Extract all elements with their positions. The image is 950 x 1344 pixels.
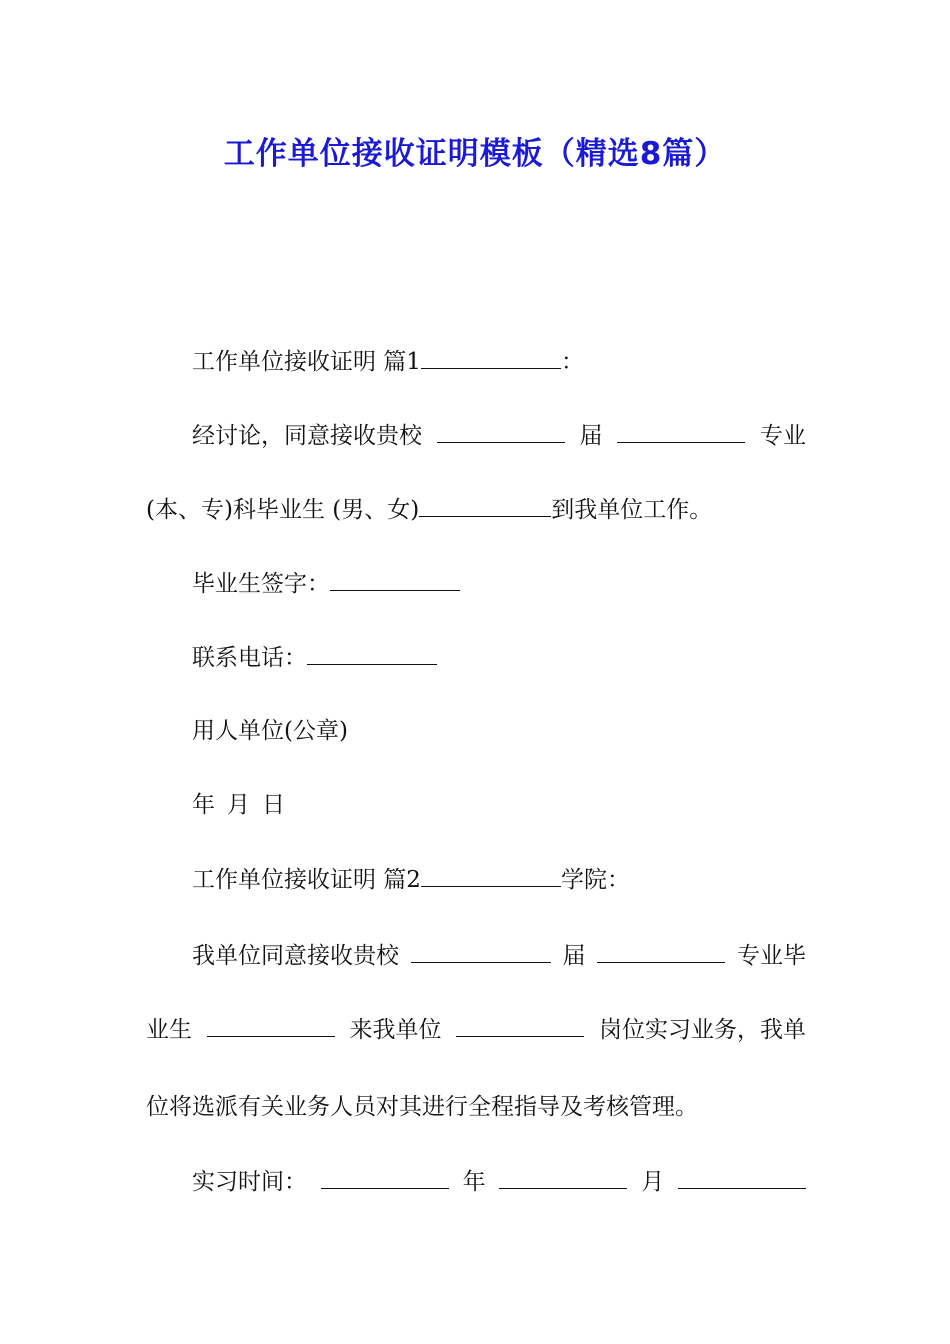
cert1-line1-text-b: 届 bbox=[579, 423, 603, 449]
cert1-heading-suffix: ： bbox=[560, 349, 584, 375]
cert1-phone-line bbox=[192, 642, 437, 673]
document-title: 工作单位接收证明模板（精选8篇） bbox=[223, 136, 727, 172]
cert2-college-blank bbox=[421, 864, 561, 887]
cert1-date-line bbox=[192, 790, 285, 820]
cert1-paragraph-line1 bbox=[192, 420, 806, 451]
cert1-date-day: 日 bbox=[262, 792, 285, 818]
cert2-paragraph-line3 bbox=[146, 1092, 698, 1122]
cert1-signature-line bbox=[192, 568, 460, 599]
cert1-phone-blank bbox=[307, 642, 437, 665]
cert2-paragraph-line1 bbox=[192, 940, 806, 971]
cert2-school-year-blank bbox=[411, 940, 551, 963]
cert1-heading: 工作单位接收证明 篇1 bbox=[192, 349, 421, 375]
cert2-line2-text-c: 岗位实习业务，我单 bbox=[599, 1017, 806, 1043]
cert2-internship-line bbox=[192, 1166, 806, 1197]
cert1-employer-label: 用人单位(公章) bbox=[192, 718, 348, 744]
cert1-paragraph-line2 bbox=[146, 494, 712, 525]
cert1-recipient-blank bbox=[421, 346, 561, 369]
cert1-signature-blank bbox=[330, 568, 460, 591]
cert1-signature-label: 毕业生签字： bbox=[192, 571, 330, 597]
cert2-line1-text-c: 专业毕 bbox=[737, 943, 806, 969]
cert1-graduate-name-blank bbox=[419, 494, 551, 517]
cert2-heading-suffix: 学院： bbox=[560, 867, 630, 893]
cert2-line3-text: 位将选派有关业务人员对其进行全程指导及考核管理。 bbox=[146, 1094, 698, 1120]
cert2-student-blank bbox=[207, 1014, 335, 1037]
cert2-heading-line bbox=[192, 864, 630, 895]
cert1-line2-text-a: (本、专)科毕业生 (男、女) bbox=[146, 497, 420, 523]
cert2-line2-text-b: 来我单位 bbox=[349, 1017, 442, 1043]
cert2-internship-year: 年 bbox=[462, 1169, 486, 1195]
cert1-line1-text-a: 经讨论，同意接收贵校 bbox=[192, 423, 422, 449]
cert2-position-blank bbox=[456, 1014, 584, 1037]
cert2-internship-label: 实习时间： bbox=[192, 1169, 307, 1195]
cert1-date-month: 月 bbox=[227, 792, 250, 818]
cert2-line1-text-a: 我单位同意接收贵校 bbox=[192, 943, 399, 969]
cert1-heading-line bbox=[192, 346, 584, 377]
cert1-line2-text-b: 到我单位工作。 bbox=[551, 497, 713, 523]
cert2-internship-end-blank bbox=[678, 1166, 806, 1189]
cert1-employer-line bbox=[192, 716, 348, 746]
cert1-major-blank bbox=[617, 420, 745, 443]
cert2-internship-month: 月 bbox=[641, 1169, 665, 1195]
cert2-line2-text-a: 业生 bbox=[146, 1017, 192, 1043]
cert2-major-blank bbox=[597, 940, 725, 963]
cert1-school-year-blank bbox=[437, 420, 565, 443]
cert2-heading: 工作单位接收证明 篇2 bbox=[192, 867, 421, 893]
cert2-paragraph-line2 bbox=[146, 1014, 806, 1045]
cert1-line1-text-c: 专业 bbox=[760, 423, 806, 449]
cert1-date-year: 年 bbox=[192, 792, 215, 818]
cert2-internship-month-blank bbox=[499, 1166, 627, 1189]
cert2-line1-text-b: 届 bbox=[562, 943, 586, 969]
cert1-phone-label: 联系电话： bbox=[192, 645, 307, 671]
cert2-internship-start-blank bbox=[321, 1166, 449, 1189]
